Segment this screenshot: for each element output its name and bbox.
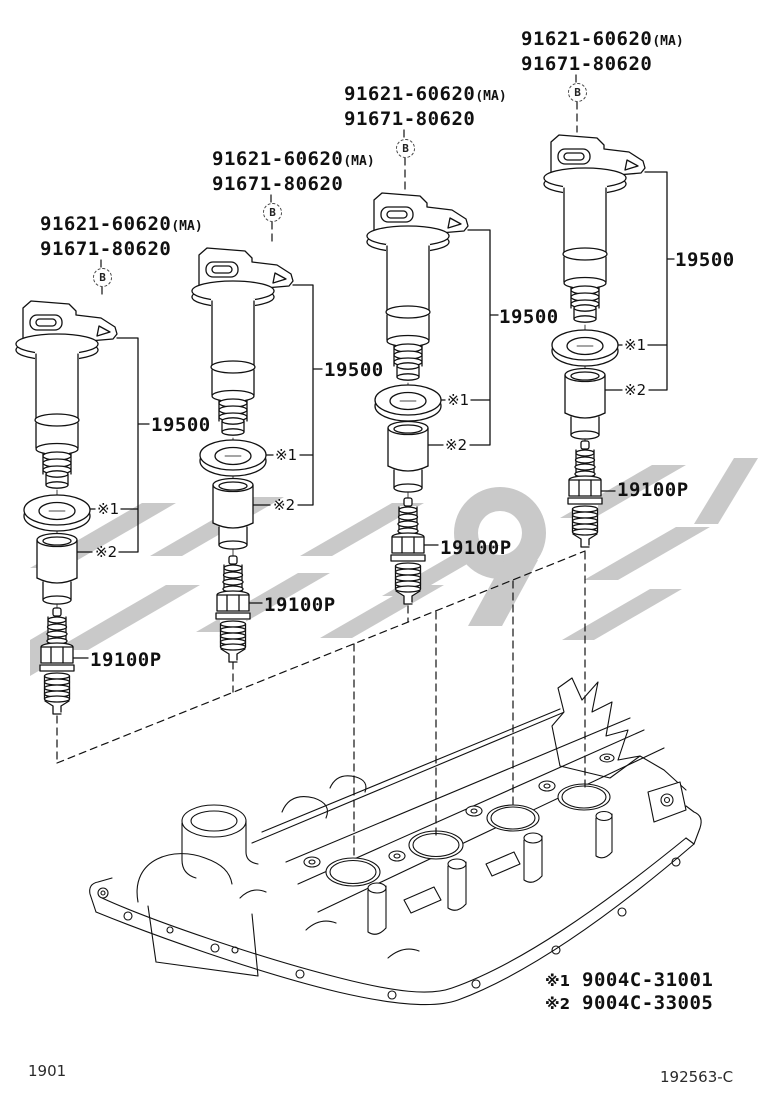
part-number: 91671-80620 [40, 238, 172, 260]
coil-assy-label-2: 19500 [324, 359, 384, 381]
dust-cover-ref-3: ※2 [445, 436, 468, 454]
legend-row-2 [545, 992, 713, 1014]
coil-assy-label-4: 19500 [675, 249, 735, 271]
dust-cover-1 [37, 534, 77, 605]
coil-connector-part-label-3 [344, 83, 507, 130]
legend-part-number-1: 9004C-31001 [582, 969, 714, 991]
seal-washer-4 [552, 330, 618, 366]
part-number: 91671-80620 [521, 53, 653, 75]
part-number: 91621-60620 [212, 148, 344, 170]
part-number: 91621-60620 [521, 28, 653, 50]
coil-assy-label-1: 19500 [151, 414, 211, 436]
dust-cover-ref-2: ※2 [273, 496, 296, 514]
spark-plug-label-3: 19100P [440, 537, 512, 559]
seal-washer-1 [24, 495, 90, 531]
part-number-suffix: (MA) [475, 89, 507, 104]
seal-washer-2 [200, 440, 266, 476]
spark-plug-1 [40, 608, 74, 714]
dust-cover-ref-1: ※2 [95, 543, 118, 561]
cylinder-head-cover [90, 678, 701, 1005]
bolt-ref-marker-4 [568, 83, 587, 102]
dust-cover-3 [388, 422, 428, 493]
coil-connector-part-label-2 [212, 148, 375, 195]
part-number: 91621-60620 [40, 213, 172, 235]
bolt-ref-letter: B [99, 271, 106, 284]
legend-ref-1: ※1 [545, 972, 571, 990]
figure-code-right: 192563-C [660, 1068, 734, 1086]
coil-connector-part-label-1 [40, 213, 203, 260]
part-number-suffix: (MA) [171, 219, 203, 234]
coil-assy-label-3: 19500 [499, 306, 559, 328]
coil-connector-part-label-4 [521, 28, 684, 75]
ignition-coil-4 [544, 135, 645, 322]
spark-plug-label-2: 19100P [264, 594, 336, 616]
ignition-coil-3 [367, 193, 468, 380]
dust-cover-ref-4: ※2 [624, 381, 647, 399]
seal-washer-ref-3: ※1 [447, 391, 470, 409]
dust-cover-2 [213, 479, 253, 550]
part-number: 91671-80620 [212, 173, 344, 195]
seal-washer-ref-4: ※1 [624, 336, 647, 354]
part-number-suffix: (MA) [343, 154, 375, 169]
seal-washer-ref-1: ※1 [97, 500, 120, 518]
spark-plug-label-1: 19100P [90, 649, 162, 671]
bolt-ref-letter: B [402, 142, 409, 155]
bolt-ref-letter: B [269, 206, 276, 219]
part-number-suffix: (MA) [652, 34, 684, 49]
legend-part-number-2: 9004C-33005 [582, 992, 714, 1014]
bolt-ref-marker-3 [396, 139, 415, 158]
part-number: 91671-80620 [344, 108, 476, 130]
bolt-ref-letter: B [574, 86, 581, 99]
spark-plug-2 [216, 556, 250, 662]
spark-plug-label-4: 19100P [617, 479, 689, 501]
page-code-left: 1901 [28, 1062, 67, 1080]
legend-row-1 [545, 969, 713, 991]
bolt-ref-marker-2 [263, 203, 282, 222]
dust-cover-4 [565, 369, 605, 440]
bolt-ref-marker-1 [93, 268, 112, 287]
part-number: 91621-60620 [344, 83, 476, 105]
spark-plug-tube-holes [326, 784, 610, 886]
seal-washer-ref-2: ※1 [275, 446, 298, 464]
ignition-coil-1 [16, 301, 117, 488]
legend-ref-2: ※2 [545, 995, 571, 1013]
spark-plug-4 [568, 441, 602, 547]
ignition-coil-2 [192, 248, 293, 435]
seal-washer-3 [375, 385, 441, 421]
